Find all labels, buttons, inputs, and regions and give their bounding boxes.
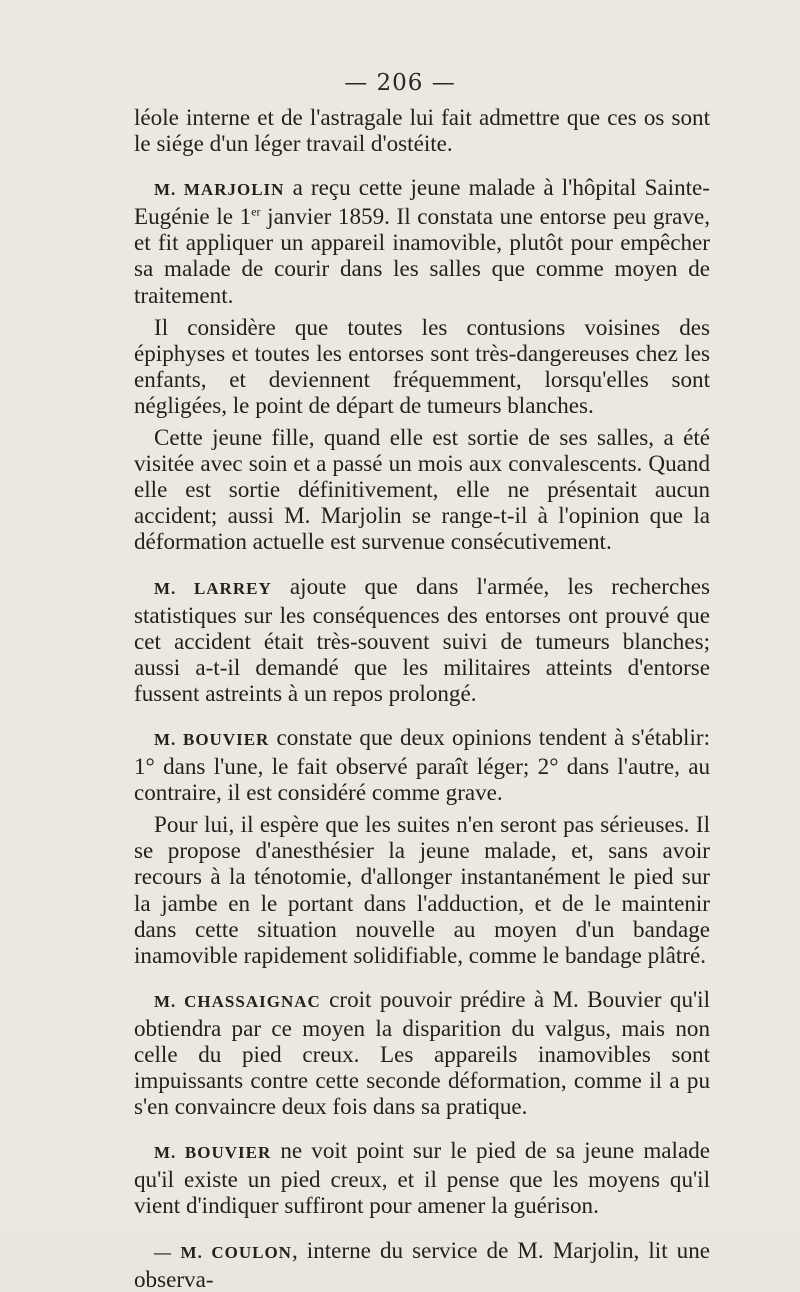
- paragraph-pour-lui: [134, 811, 710, 968]
- paragraph-text: ne voit point sur le pied de sa jeune malade qu'il existe un pied creux, et il pense que les moyens qu'il vient d'indiquer suffiront pour amener la guérison.: [134, 1137, 710, 1219]
- paragraph-chassaignac: [134, 986, 710, 1119]
- page-number: — 206 —: [344, 70, 456, 96]
- paragraph-text: , interne du service de M. Marjolin, lit une observa-: [134, 1236, 710, 1292]
- paragraph-considere: [134, 314, 710, 418]
- speaker-name: M. BOUVIER: [154, 729, 270, 749]
- paragraph-larrey: [134, 573, 710, 706]
- body-text: [134, 104, 710, 1292]
- paragraph-bouvier-1: [134, 724, 710, 805]
- speaker-name: M. LARREY: [154, 578, 272, 598]
- paragraph-coulon: [134, 1237, 710, 1292]
- speaker-name: M. MARJOLIN: [154, 180, 285, 200]
- paragraph-text: ajoute que dans l'armée, les recherches statistiques sur les conséquences des entorses ont prouvé que cet accident était très-souvent suivi de tumeurs blanches; aussi a-t-il demandé que les militaires atteints d'entorse fussent astreints à un repos prolongé.: [134, 572, 710, 706]
- paragraph-continuation: [134, 104, 710, 156]
- speaker-name: M. BOUVIER: [154, 1143, 272, 1163]
- paragraph-text: a reçu cette jeune malade à l'hôpital Sainte-Eugénie le 1er janvier 1859. Il constata une entorse peu grave, et fit appliquer un appareil inamovible, plutôt pour empêcher sa malade de courir dans les salles que comme moyen de traitement.: [134, 174, 710, 308]
- paragraph-marjolin: [134, 174, 710, 307]
- paragraph-bouvier-2: [134, 1137, 710, 1218]
- paragraph-jeune-fille: [134, 424, 710, 554]
- paragraph-text: léole interne et de l'astragale lui fait admettre que ces os sont le siége d'un léger travail d'ostéite.: [134, 104, 710, 157]
- paragraph-text: Il considère que toutes les contusions voisines des épiphyses et toutes les entorses sont très-dangereuses chez les enfants, et deviennent fréquemment, lorsqu'elles sont négligées, le point de départ de tumeurs blanches.: [134, 313, 710, 418]
- paragraph-text: Pour lui, il espère que les suites n'en seront pas sérieuses. Il se propose d'anesthésier la jeune malade, et, sans avoir recours à la ténotomie, d'allonger instantanément le pied sur la jambe en le portant dans l'adduction, et de le maintenir dans cette situation nouvelle au moyen d'un bandage inamovible rapidement solidifiable, comme le bandage plâtré.: [134, 811, 710, 968]
- speaker-name: — M. COULON: [154, 1242, 292, 1262]
- paragraph-text: croit pouvoir prédire à M. Bouvier qu'il obtiendra par ce moyen la disparition du valgus, mais non celle du pied creux. Les appareils inamovibles sont impuissants contre cette seconde déformation, comme il a pu s'en convaincre deux fois dans sa pratique.: [134, 985, 710, 1120]
- speaker-name: M. CHASSAIGNAC: [154, 991, 321, 1011]
- paragraph-text: constate que deux opinions tendent à s'établir: 1° dans l'une, le fait observé paraît léger; 2° dans l'autre, au contraire, il est considéré comme grave.: [134, 723, 710, 806]
- paragraph-text: Cette jeune fille, quand elle est sortie de ses salles, a été visitée avec soin et a passé un mois aux convalescents. Quand elle est sortie définitivement, elle ne présentait aucun accident; aussi M. Marjolin se range-t-il à l'opinion que la déformation actuelle est survenue consécutivement.: [134, 424, 710, 555]
- ordinal-suffix: er: [251, 204, 261, 219]
